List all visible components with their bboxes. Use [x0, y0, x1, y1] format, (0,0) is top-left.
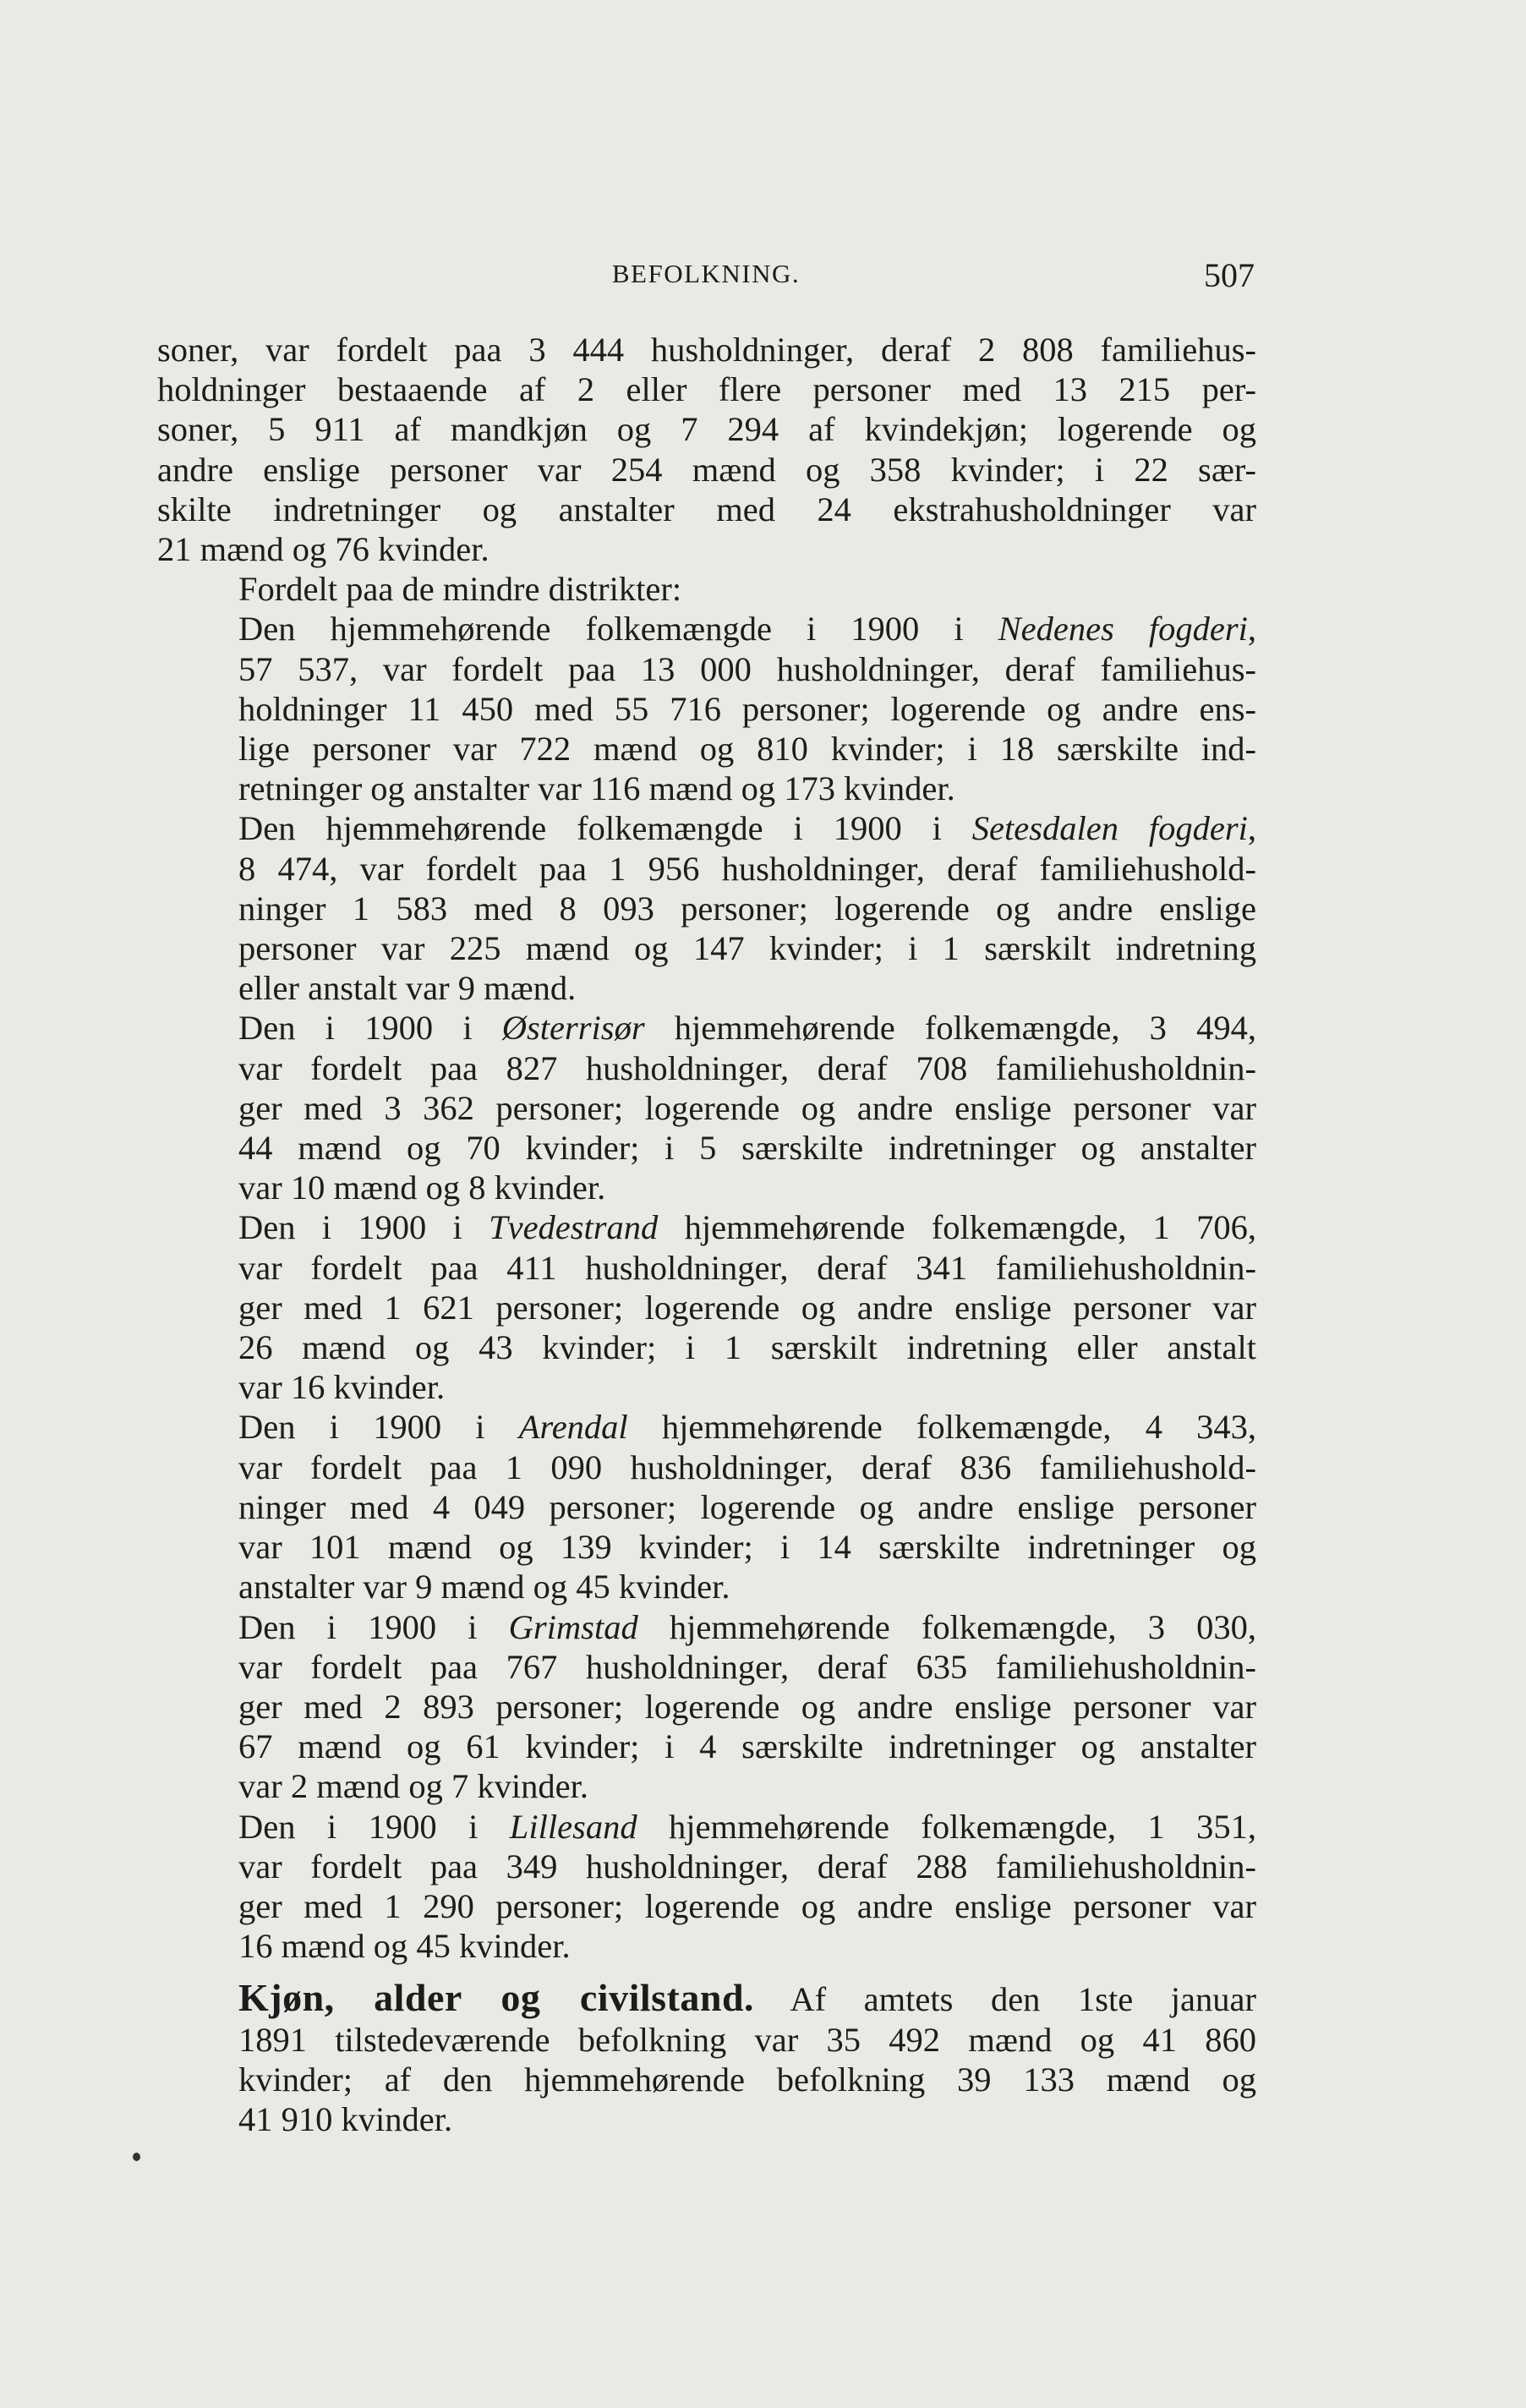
text-line: holdninger bestaaende af 2 eller flere personer med 13 215 per-	[157, 370, 1256, 409]
paragraph-arendal	[157, 1407, 1256, 1606]
running-header	[157, 255, 1255, 298]
place-name: Østerrisør	[501, 1009, 645, 1048]
section-heading: Kjøn, alder og civilstand.	[238, 1976, 755, 2020]
text-line: 1891 tilstedeværende befolkning var 35 492 mænd og 41 860	[238, 2020, 1256, 2059]
paragraph-first-line	[157, 1407, 1256, 1447]
text-line: ninger med 4 049 personer; logerende og andre enslige personer	[238, 1487, 1256, 1526]
text-run: hjemmehørende folkemængde, 1 351,	[637, 1807, 1256, 1846]
text-run: ,	[1247, 610, 1256, 649]
text-line: 44 mænd og 70 kvinder; i 5 særskilte indretninger og anstalter	[238, 1129, 1256, 1168]
paragraph-first-line	[157, 1008, 1256, 1048]
paragraph-first-line	[157, 1607, 1256, 1647]
text-line: var 2 mænd og 7 kvinder.	[238, 1767, 588, 1806]
place-name: Setesdalen fogderi	[971, 809, 1248, 848]
section-first-line	[157, 1978, 1256, 2019]
text-line: skilte indretninger og anstalter med 24 ekstrahusholdninger var	[157, 490, 1256, 528]
text-line: 26 mænd og 43 kvinder; i 1 særskilt indretning eller anstalt	[238, 1328, 1256, 1367]
text-line: var fordelt paa 411 husholdninger, deraf 341 familiehusholdnin-	[238, 1248, 1256, 1287]
paragraph-first-line	[157, 1207, 1256, 1247]
paragraph-intro-districts	[157, 569, 1256, 609]
place-name: Lillesand	[509, 1807, 637, 1846]
text-line: soner, 5 911 af mandkjøn og 7 294 af kvindekjøn; logerende og	[157, 410, 1256, 449]
text-line: retninger og anstalter var 116 mænd og 173 kvinder.	[238, 769, 955, 808]
place-name: Arendal	[518, 1408, 628, 1447]
paragraph-osterrisor	[157, 1008, 1256, 1207]
text-line: var 10 mænd og 8 kvinder.	[238, 1168, 606, 1207]
paragraph-grimstad	[157, 1607, 1256, 1807]
text-run: hjemmehørende folkemængde, 3 030,	[637, 1607, 1256, 1646]
text-run: hjemmehørende folkemængde, 3 494,	[644, 1009, 1257, 1048]
paragraph-first-line	[157, 609, 1256, 649]
place-name: Tvedestrand	[489, 1208, 659, 1247]
text-line: 67 mænd og 61 kvinder; i 4 særskilte indretninger og anstalter	[238, 1727, 1256, 1766]
text-line: 41 910 kvinder.	[238, 2099, 453, 2138]
text-line: 57 537, var fordelt paa 13 000 husholdninger, deraf familiehus-	[238, 649, 1256, 688]
body-text	[157, 330, 1256, 2139]
text-line: ger med 3 362 personer; logerende og andre enslige personer var	[238, 1088, 1256, 1127]
text-run: Den i 1900 i	[238, 1807, 510, 1846]
text-line: Fordelt paa de mindre distrikter:	[238, 570, 682, 609]
text-run: Den i 1900 i	[238, 1208, 490, 1247]
ink-speck	[133, 2153, 140, 2161]
text-run: Den i 1900 i	[238, 1607, 509, 1646]
text-line: ninger 1 583 med 8 093 personer; logerende og andre enslige	[238, 889, 1256, 928]
text-line: var fordelt paa 827 husholdninger, deraf 708 familiehusholdnin-	[238, 1048, 1256, 1087]
text-line: var 16 kvinder.	[238, 1368, 446, 1407]
paragraph-tvedestrand	[157, 1207, 1256, 1407]
text-line: ger med 1 290 personer; logerende og andre enslige personer var	[238, 1886, 1256, 1925]
place-name: Grimstad	[508, 1607, 638, 1646]
text-run: ,	[1247, 809, 1256, 848]
text-line: ger med 2 893 personer; logerende og andre enslige personer var	[238, 1687, 1256, 1726]
text-line: ger med 1 621 personer; logerende og andre enslige personer var	[238, 1288, 1256, 1327]
text-line: anstalter var 9 mænd og 45 kvinder.	[238, 1568, 730, 1606]
text-line: soner, var fordelt paa 3 444 husholdninger, deraf 2 808 familiehus-	[157, 331, 1256, 369]
text-run: hjemmehørende folkemængde, 1 706,	[658, 1208, 1257, 1247]
place-name: Nedenes fogderi	[998, 610, 1248, 649]
text-run: hjemmehørende folkemængde, 4 343,	[627, 1408, 1257, 1447]
text-line: kvinder; af den hjemmehørende befolkning 39 133 mænd og	[238, 2060, 1256, 2099]
text-line: lige personer var 722 mænd og 810 kvinder; i 18 særskilte ind-	[238, 730, 1256, 769]
text-run: Den i 1900 i	[238, 1408, 519, 1447]
text-line: var fordelt paa 349 husholdninger, deraf 288 familiehusholdnin-	[238, 1847, 1256, 1885]
text-run: Af amtets den 1ste januar	[754, 1980, 1256, 2019]
text-line: 8 474, var fordelt paa 1 956 husholdninger, deraf familiehushold-	[238, 849, 1256, 888]
page-number: 507	[1204, 256, 1255, 294]
text-line: personer var 225 mænd og 147 kvinder; i 1 særskilt indretning	[238, 929, 1256, 968]
paragraph-setesdalen	[157, 808, 1256, 1008]
text-line: 16 mænd og 45 kvinder.	[238, 1927, 571, 1966]
text-run: Den hjemmehørende folkemængde i 1900 i	[238, 610, 998, 649]
text-line: holdninger 11 450 med 55 716 personer; logerende og andre ens-	[238, 689, 1256, 728]
text-line: 21 mænd og 76 kvinder.	[157, 530, 490, 569]
paragraph-lillesand	[157, 1807, 1256, 1967]
paragraph-continuation	[157, 330, 1256, 569]
paragraph-nedenes	[157, 609, 1256, 808]
text-run: Den i 1900 i	[238, 1009, 502, 1048]
running-title: BEFOLKNING.	[611, 259, 801, 288]
text-line: andre enslige personer var 254 mænd og 358 kvinder; i 22 sær-	[157, 450, 1256, 489]
text-run: Den hjemmehørende folkemængde i 1900 i	[238, 809, 972, 848]
section-paragraph	[157, 1978, 1256, 2139]
text-line: var fordelt paa 767 husholdninger, deraf 635 familiehusholdnin-	[238, 1647, 1256, 1686]
paragraph-first-line	[157, 1807, 1256, 1847]
paragraph-first-line	[157, 808, 1256, 848]
text-line: var fordelt paa 1 090 husholdninger, deraf 836 familiehushold-	[238, 1448, 1256, 1486]
text-line: eller anstalt var 9 mænd.	[238, 969, 577, 1008]
text-line: var 101 mænd og 139 kvinder; i 14 særskilte indretninger og	[238, 1528, 1256, 1567]
